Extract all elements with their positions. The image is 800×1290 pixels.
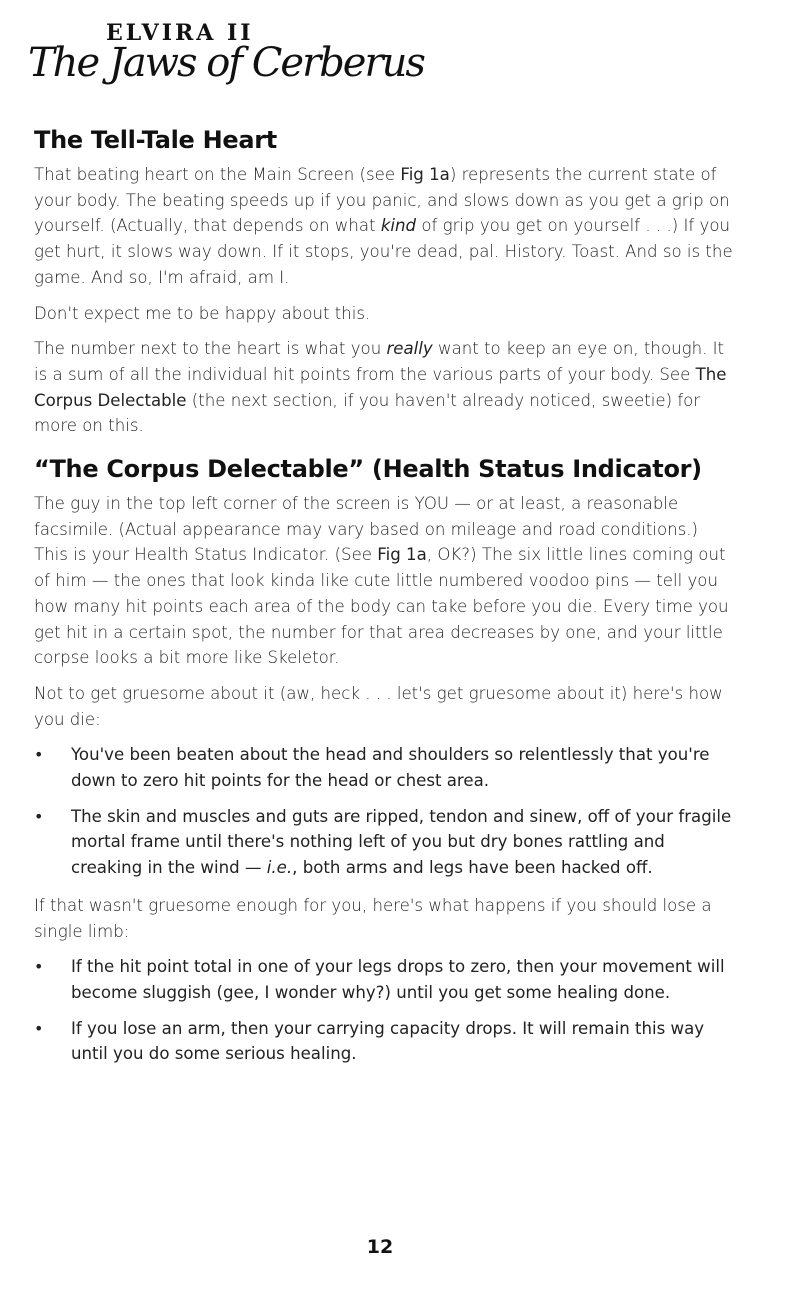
death-conditions-list [34,742,734,881]
list-item: • You've been beaten about the head and shoulders so relentlessly that you're down to zero hit points for the head or chest area. [34,742,734,793]
list-item: • The skin and muscles and guts are ripped, tendon and sinew, off of your fragile mortal frame until there's nothing left of you but dry bones rattling and creaking in the wind — i.e., both arms and legs have been hacked off. [34,804,734,881]
corpus-ref: The Corpus Delectable [34,364,727,410]
fig-ref: Fig 1a [400,165,450,184]
bullet-icon: • [34,957,44,977]
bullet-icon: • [34,806,44,826]
fig-ref: Fig 1a [377,545,427,565]
paragraph-heart-intro: That beating heart on the Main Screen (see Fig 1a) represents the current state of your body. The beating speeds up if you panic, and slows down as you get a grip on yourself. (Actually, that depends on what kind of grip you get on yourself . . .) If you get hurt, it slows way down. If it stops, you're dead, pal. History. Toast. And so is the game. And so, I'm afraid, am I. [34,165,733,287]
heading-corpus-delectable: “The Corpus Delectable” (Health Status Indicator) [34,455,702,484]
list-item: • If you lose an arm, then your carrying capacity drops. It will remain this way until you do some serious healing. [34,1016,734,1067]
heading-tell-tale-heart: The Tell-Tale Heart [34,126,277,154]
paragraph-dont-expect: Don't expect me to be happy about this. [34,303,371,323]
logo-subtitle: The Jaws of Cerberus [28,40,424,86]
paragraph-number-heart: The number next to the heart is what you really want to keep an eye on, though. It is a sum of all the individual hit points from the various parts of your body. See The Corpus Delectable (the next section, if you haven't already noticed, sweetie) for more on this. [34,339,727,436]
logo-title: ELVIRA II [106,20,254,46]
page-number: 12 [366,1236,394,1258]
paragraph-health-indicator: The guy in the top left corner of the screen is YOU — or at least, a reasonable facsimile. (Actual appearance may vary based on mileage and road conditions.) This is your Health Status Indicator. (See Fig 1a, OK?) The six little lines coming out of him — the ones that look kinda like cute little numbered voodoo pins — tell you how many hit points each area of the body can take before you die. Every time you get hit in a certain spot, the number for that area decreases by one, and your little corpse looks a bit more like Skeletor. [34,494,729,668]
bullet-icon: • [34,745,44,765]
game-logo [28,20,424,100]
page-content [34,126,734,1079]
paragraph-single-limb: If that wasn't gruesome enough for you, here's what happens if you should lose a single limb: [34,895,712,941]
paragraph-how-you-die: Not to get gruesome about it (aw, heck . . . let's get gruesome about it) here's how you die: [34,683,723,729]
bullet-icon: • [34,1018,44,1038]
limb-loss-list [34,954,734,1067]
list-item: • If the hit point total in one of your legs drops to zero, then your movement will become sluggish (gee, I wonder why?) until you get some healing done. [34,954,734,1005]
